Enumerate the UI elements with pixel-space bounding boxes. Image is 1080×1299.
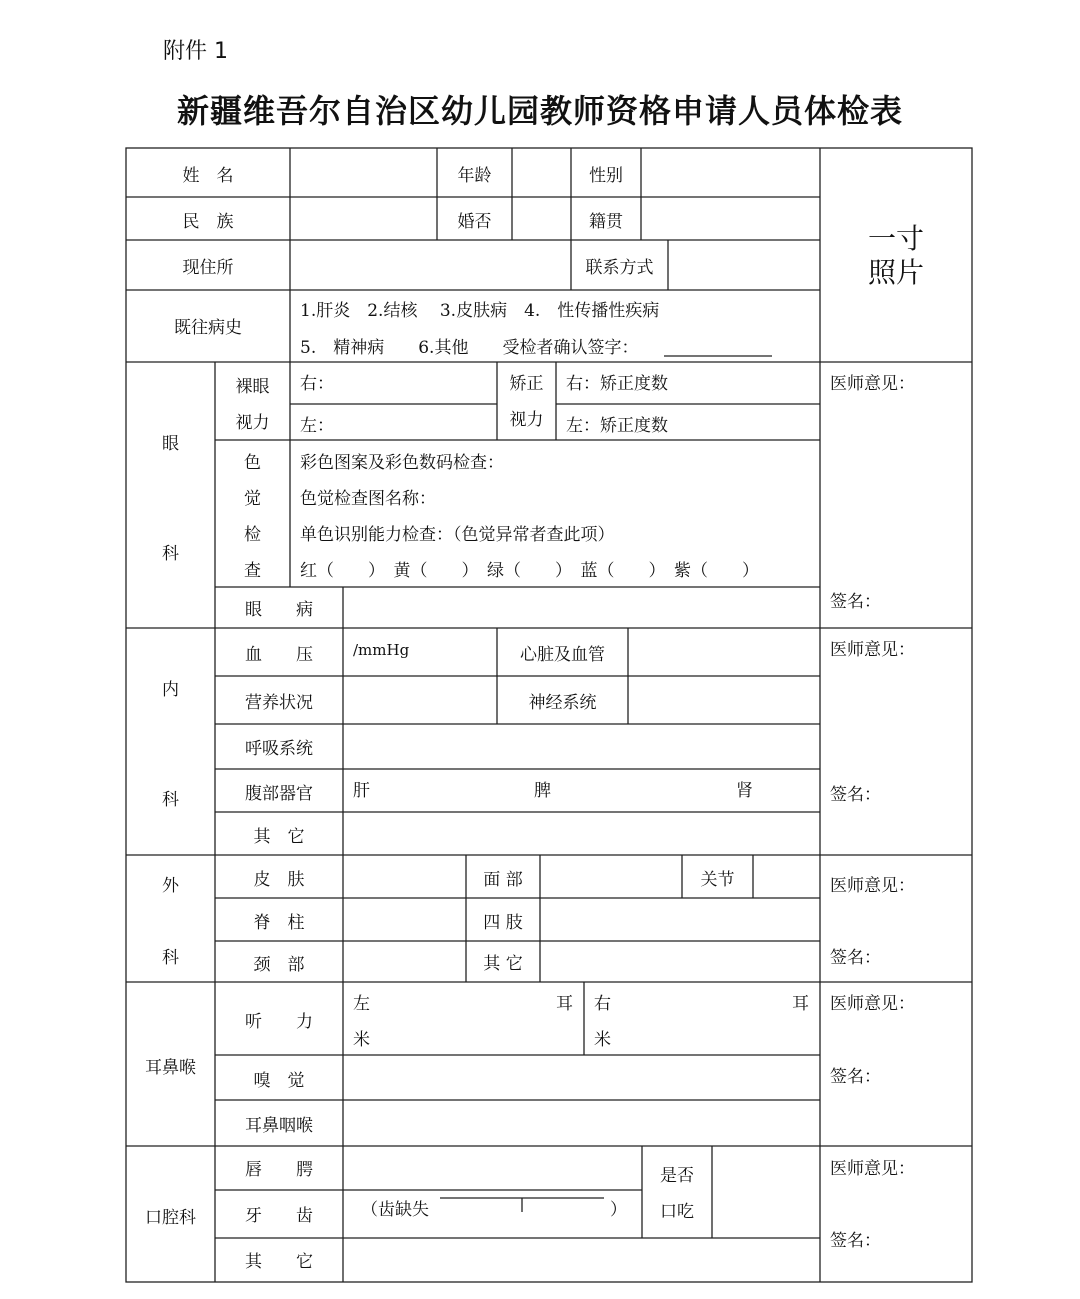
internal-signature: 签名：	[830, 785, 881, 805]
color-test-char2: 觉	[244, 489, 261, 509]
lips-palate-label: 唇 腭	[245, 1160, 313, 1180]
monochrome-test: 单色识别能力检查：（色觉异常者查此项）	[300, 525, 615, 545]
ethnicity-label: 民 族	[182, 212, 234, 232]
color-test-char1: 色	[244, 453, 261, 473]
oral-dept-label: 口腔科	[145, 1208, 196, 1228]
photo-placeholder-line2: 照片	[867, 256, 924, 289]
teeth-label: 牙 齿	[245, 1206, 313, 1226]
corrected-vision-label-line1: 矫正	[509, 374, 544, 394]
history-label: 既往病史	[174, 318, 242, 338]
liver-label: 肝	[353, 781, 370, 801]
kidney-label: 肾	[736, 781, 753, 801]
ent-signature: 签名：	[830, 1067, 881, 1087]
nervous-system-label: 神经系统	[528, 693, 597, 713]
naked-left-label: 左：	[300, 416, 334, 436]
eye-dept-char2: 科	[162, 544, 179, 564]
surgery-dept-char2: 科	[162, 948, 179, 968]
joint-label: 关节	[700, 870, 735, 890]
surgery-other-label: 其 它	[483, 954, 523, 974]
limbs-label: 四 肢	[483, 913, 523, 933]
face-label: 面 部	[483, 870, 523, 890]
right-ear-meter: 米	[594, 1030, 611, 1050]
eye-signature: 签名：	[830, 592, 881, 612]
surgery-doctor-opinion: 医师意见：	[830, 876, 915, 896]
residence-label: 现住所	[182, 258, 234, 278]
missing-teeth-close-paren: ）	[610, 1200, 627, 1220]
surgery-signature: 签名：	[830, 948, 881, 968]
internal-dept-char1: 内	[162, 680, 179, 700]
missing-teeth-label: （齿缺失	[361, 1200, 429, 1220]
name-label: 姓 名	[182, 166, 234, 186]
eye-dept-char1: 眼	[162, 434, 179, 454]
ent-doctor-opinion: 医师意见：	[830, 994, 915, 1014]
naked-vision-label-line1: 裸眼	[235, 377, 270, 397]
right-ear-label: 右	[594, 994, 611, 1014]
spleen-label: 脾	[534, 781, 551, 801]
origin-label: 籍贯	[589, 212, 623, 232]
gender-label: 性别	[589, 166, 623, 186]
oral-other-label: 其 它	[245, 1252, 313, 1272]
stutter-label-line1: 是否	[660, 1166, 694, 1186]
left-ear-label: 左	[353, 994, 370, 1014]
right-ear-suffix: 耳	[792, 994, 809, 1014]
heart-vessel-label: 心脏及血管	[520, 645, 605, 665]
age-label: 年龄	[457, 166, 492, 186]
form-title: 新疆维吾尔自治区幼儿园教师资格申请人员体检表	[176, 92, 903, 130]
respiratory-label: 呼吸系统	[245, 739, 313, 759]
eye-disease-label: 眼 病	[245, 600, 313, 620]
ent-dept-label: 耳鼻喉	[145, 1058, 196, 1078]
attachment-label: 附件 1	[163, 39, 228, 64]
photo-placeholder-line1: 一寸	[867, 222, 924, 255]
nutrition-label: 营养状况	[245, 693, 313, 713]
history-options-line1: 1.肝炎 2.结核 3.皮肤病 4. 性传播性疾病	[300, 301, 660, 321]
oral-doctor-opinion: 医师意见：	[830, 1159, 915, 1179]
color-list: 红（ ） 黄（ ） 绿（ ） 蓝（ ） 紫（ ）	[300, 561, 759, 581]
naked-vision-label-line2: 视力	[235, 413, 270, 433]
skin-label: 皮 肤	[253, 870, 305, 890]
internal-other-label: 其 它	[253, 827, 305, 847]
ear-nose-throat-label: 耳鼻咽喉	[245, 1116, 313, 1136]
marital-label: 婚否	[457, 212, 492, 232]
neck-label: 颈 部	[253, 955, 305, 975]
corrected-right-label: 右：矫正度数	[566, 374, 668, 394]
blood-pressure-label: 血 压	[245, 645, 313, 665]
left-ear-suffix: 耳	[556, 994, 573, 1014]
bp-unit: /mmHg	[353, 641, 410, 659]
left-ear-meter: 米	[353, 1030, 370, 1050]
smell-label: 嗅 觉	[253, 1071, 305, 1091]
hearing-label: 听 力	[245, 1012, 313, 1032]
color-test-char4: 查	[244, 561, 261, 581]
color-chart-name: 色觉检查图名称：	[300, 489, 436, 509]
abdomen-label: 腹部器官	[245, 784, 313, 804]
contact-label: 联系方式	[585, 258, 654, 278]
stutter-label-line2: 口吃	[660, 1202, 694, 1222]
naked-right-label: 右：	[300, 374, 334, 394]
color-pattern-test: 彩色图案及彩色数码检查：	[300, 453, 504, 473]
internal-dept-char2: 科	[162, 790, 179, 810]
surgery-dept-char1: 外	[162, 876, 179, 896]
spine-label: 脊 柱	[253, 913, 305, 933]
internal-doctor-opinion: 医师意见：	[830, 640, 915, 660]
corrected-vision-label-line2: 视力	[509, 410, 544, 430]
color-test-char3: 检	[244, 525, 261, 545]
corrected-left-label: 左：矫正度数	[566, 416, 668, 436]
history-options-line2: 5. 精神病 6.其他 受检者确认签字：	[300, 338, 639, 358]
oral-signature: 签名：	[830, 1231, 881, 1251]
eye-doctor-opinion: 医师意见：	[830, 374, 915, 394]
